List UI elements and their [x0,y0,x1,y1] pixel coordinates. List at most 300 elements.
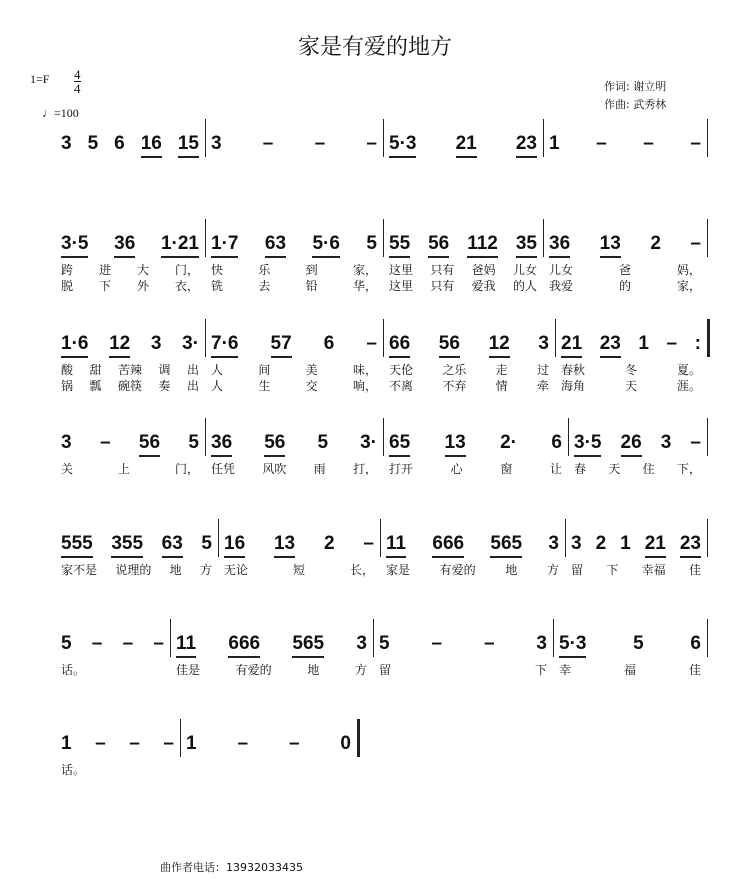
lyric-word: 心 [450,462,463,476]
lyric-word: 妈， [676,263,701,277]
measure [180,733,357,803]
lyric-line [205,460,383,477]
score-row [0,633,750,713]
measure [568,432,707,502]
lyric-word: 海角 [561,379,586,393]
measure [543,133,707,203]
lyric-word: 家， [676,279,701,293]
lyric-word: 有爱的 [439,563,476,577]
lyric-word: 生 [258,379,271,393]
composer: 作曲: 武秀林 [604,98,667,111]
measure [383,432,568,502]
lyric-word: 留 [571,563,584,577]
lyric-word: 天 [624,379,637,393]
song-title: 家是有爱的地方 [297,35,452,60]
note-group: – [122,633,134,654]
note-group: 11 [386,533,406,558]
note-group: – [666,333,678,354]
lyric-line [55,460,205,477]
composer-phone: 曲作者电话：13932033435 [160,861,303,874]
note-group: 5 [87,133,99,154]
measure-notes [218,533,380,558]
note-group: 3 [356,633,367,654]
lyric-line [55,661,170,678]
lyric-word: 之乐 [442,363,467,377]
note-group: – [237,733,249,754]
measure [170,633,373,703]
score-row [0,333,750,413]
note-group: 0 [340,733,351,754]
measure-notes [383,233,543,258]
note-group: 23 [680,533,701,558]
note-group: 3 [61,133,72,154]
lyric-word: 佳 [688,663,701,677]
time-signature-top: 4 [74,67,81,82]
measure-notes [55,333,205,358]
measure [373,633,553,703]
note-group: 6 [323,333,335,354]
lyric-word: 响， [352,379,377,393]
note-group: : [694,333,701,354]
measure [55,133,205,203]
note-group: 13 [445,432,466,457]
lyric-word: 涯。 [676,379,701,393]
lyric-line [373,661,553,678]
bar-line [707,418,708,456]
note-group: 16 [141,133,162,158]
note-group: 1·21 [161,233,199,258]
lyric-word: 人 [211,379,224,393]
note-group: 63 [162,533,183,558]
lyric-word: 进 [98,263,111,277]
measure-notes [205,333,383,358]
lyric-word: 的 [618,279,631,293]
lyric-word: 下， [676,462,701,476]
lyric-line [555,361,707,378]
measure [383,233,543,303]
measure-notes [180,733,357,756]
note-group: 355 [111,533,143,558]
lyric-word: 儿女 [512,263,537,277]
bar-line [707,519,708,557]
lyric-word: 爸妈 [471,263,496,277]
note-group: 21 [456,133,477,158]
measure [55,333,205,403]
lyric-word: 到 [305,263,318,277]
note-group: 3·5 [574,432,601,457]
lyric-word: 儿女 [549,263,574,277]
note-group: 6 [551,432,562,453]
lyric-word: 无论 [224,563,249,577]
lyric-line [55,761,180,778]
lyric-word: 方 [199,563,212,577]
lyric-word: 任凭 [211,462,236,476]
note-group: – [129,733,140,754]
bar-line [707,119,708,157]
lyric-word: 人 [211,363,224,377]
lyric-word: 门， [174,263,199,277]
note-group: – [95,733,106,754]
note-group: – [643,133,654,154]
lyric-word: 打开 [389,462,414,476]
lyric-word: 留 [379,663,392,677]
lyric-word: 说理的 [115,563,152,577]
note-group: 6 [690,633,701,654]
lyric-line [55,561,218,578]
lyric-line [205,361,383,378]
measure-notes [55,633,170,656]
measure [380,533,565,603]
lyric-word: 家， [352,263,377,277]
measure-notes [383,432,568,457]
note-group: 13 [600,233,621,258]
measure-notes [205,233,383,258]
lyric-word: 下 [534,663,547,677]
lyric-word: 情 [495,379,508,393]
measure [205,333,383,403]
measure [555,333,707,403]
lyric-word: 家是 [386,563,411,577]
lyric-word: 锅 [61,379,74,393]
lyric-line [543,261,707,278]
lyric-word: 我爱 [549,279,574,293]
note-group: 5·3 [389,133,416,158]
measure-notes [55,733,180,756]
note-group: 55 [389,233,410,258]
note-group: 36 [114,233,135,258]
lyric-word: 不弃 [442,379,467,393]
note-group: 56 [264,432,285,457]
lyric-word: 有爱的 [235,663,272,677]
note-group: 2· [500,432,517,453]
lyric-word: 雨 [313,462,326,476]
note-group: 21 [561,333,582,358]
lyric-word: 长， [349,563,374,577]
note-group: 1 [638,333,649,354]
lyric-line [383,460,568,477]
note-group: 21 [645,533,666,558]
note-group: 565 [490,533,522,558]
note-group: 12 [109,333,130,358]
tempo-marking: ♩=100 [42,106,79,120]
note-group: 1·6 [61,333,88,358]
note-group: 26 [621,432,642,457]
lyric-word: 家不是 [61,563,98,577]
measure [205,233,383,303]
measure-notes [568,432,707,457]
lyric-line [383,377,555,394]
note-group: 5 [366,233,377,254]
measure [55,233,205,303]
note-group: 2 [650,233,661,254]
score-row [0,233,750,313]
note-group: 666 [432,533,464,558]
note-group: 5 [379,633,390,654]
measure [383,333,555,403]
note-group: 3 [61,432,72,453]
measure-notes [55,533,218,558]
lyric-word: 佳是 [176,663,201,677]
measure [205,432,383,502]
lyric-word: 话。 [61,763,86,777]
note-group: 11 [176,633,196,658]
lyric-word: 美 [305,363,318,377]
lyric-word: 夏。 [676,363,701,377]
lyric-word: 春秋 [561,363,586,377]
note-group: – [690,432,701,453]
lyric-word: 出 [186,363,199,377]
lyric-word: 过 [536,363,549,377]
lyric-word: 短 [292,563,305,577]
note-group: – [262,133,274,154]
note-group: – [366,133,377,154]
lyric-word: 幸 [559,663,572,677]
note-group: 5 [201,533,212,554]
score-row [0,733,750,813]
note-group: 1 [61,733,72,754]
time-signature [74,68,81,95]
note-group: 66 [389,333,410,358]
lyric-line [55,277,205,294]
lyric-word: 话。 [61,663,86,677]
note-group: – [596,133,607,154]
note-group: 56 [439,333,460,358]
note-group: – [288,733,300,754]
note-group: – [366,333,377,354]
note-group: 3·5 [61,233,88,258]
lyricist: 作词: 谢立明 [604,80,667,93]
credits [604,78,666,114]
lyric-word: 苦辣 [117,363,142,377]
measure [565,533,707,603]
note-group: 5·3 [559,633,586,658]
key-signature: 1=F [30,72,50,86]
lyric-line [380,561,565,578]
note-group: 3 [571,533,582,554]
bar-line [357,719,360,757]
time-signature-bottom: 4 [74,81,81,96]
lyric-word: 碗筷 [117,379,142,393]
note-group: 2 [595,533,607,554]
lyric-line [565,561,707,578]
note-group: 112 [467,233,498,258]
measure-notes [543,133,707,156]
note-group: – [690,133,701,154]
note-group: – [99,432,111,453]
lyric-word: 天 [608,462,621,476]
lyric-line [55,261,205,278]
lyric-word: 交 [305,379,318,393]
lyric-line [205,261,383,278]
bar-line [707,319,710,357]
note-group: 65 [389,432,410,457]
lyric-word: 地 [505,563,518,577]
note-group: 5 [317,432,329,453]
lyric-word: 调 [158,363,171,377]
note-group: 3 [548,533,559,554]
note-group: 23 [600,333,621,358]
lyric-line [170,661,373,678]
lyric-word: 间 [258,363,271,377]
lyric-word: 不离 [389,379,414,393]
lyric-word: 幸福 [641,563,666,577]
note-group: 7·6 [211,333,238,358]
lyric-line [383,261,543,278]
lyric-word: 风吹 [262,462,287,476]
score-row [0,533,750,613]
lyric-word: 这里 [389,263,414,277]
measure-notes [205,133,383,156]
lyric-line [55,361,205,378]
measure-notes [55,432,205,457]
note-group: 36 [211,432,232,457]
lyric-word: 下 [606,563,619,577]
note-group: – [153,633,164,654]
lyric-word: 酸 [61,363,74,377]
note-group: 3 [660,432,672,453]
lyric-word: 打， [352,462,377,476]
note-group: 565 [292,633,324,658]
note-group: 1 [549,133,560,154]
measure-notes [55,233,205,258]
measure [218,533,380,603]
measure-notes [383,133,543,158]
lyric-line [555,377,707,394]
lyric-line [568,460,707,477]
lyric-line [383,277,543,294]
note-group: 12 [489,333,510,358]
note-group: 35 [516,233,537,258]
note-group: 3 [211,133,222,154]
note-group: 555 [61,533,93,558]
note-group: – [91,633,103,654]
note-group: 5·6 [312,233,339,258]
note-group: 3 [536,633,547,654]
lyric-word: 下 [98,279,111,293]
lyric-word: 方 [354,663,367,677]
lyric-line [55,377,205,394]
note-group: 1 [186,733,197,754]
note-group: 3 [538,333,549,354]
measure-notes [380,533,565,558]
note-group: 13 [274,533,295,558]
lyric-word: 衣， [174,279,199,293]
measure [55,733,180,803]
measure-notes [383,333,555,358]
note-group: 1 [620,533,631,554]
measure [55,633,170,703]
note-group: 2 [323,533,335,554]
note-group: 6 [114,133,125,154]
note-group: 3· [182,333,199,354]
note-group: – [363,533,374,554]
lyric-word: 方 [546,563,559,577]
lyric-word: 住 [642,462,655,476]
lyric-word: 地 [307,663,320,677]
note-group: 63 [265,233,286,258]
note-group: 666 [228,633,260,658]
lyric-word: 窗 [500,462,513,476]
note-group: 3· [360,432,377,453]
measure-notes [205,432,383,457]
bar-line [707,619,708,657]
lyric-line [383,361,555,378]
lyric-word: 的人 [512,279,537,293]
lyric-word: 跨 [61,263,74,277]
measure [543,233,707,303]
measure-notes [553,633,707,658]
lyric-word: 关 [61,462,74,476]
lyric-word: 乐 [258,263,271,277]
note-group: – [431,633,443,654]
score-row [0,432,750,512]
lyric-line [205,277,383,294]
note-group: 16 [224,533,245,558]
lyric-word: 出 [186,379,199,393]
lyric-word: 走 [495,363,508,377]
note-group: – [163,733,174,754]
lyric-word: 这里 [389,279,414,293]
measure [553,633,707,703]
lyric-word: 佳 [688,563,701,577]
lyric-word: 脱 [61,279,74,293]
measure-notes [170,633,373,658]
measure-notes [543,233,707,258]
lyric-word: 华， [352,279,377,293]
lyric-line [218,561,380,578]
measure [55,432,205,502]
measure [55,533,218,603]
lyric-word: 上 [117,462,130,476]
lyric-word: 外 [136,279,149,293]
lyric-word: 牵 [536,379,549,393]
lyric-word: 味， [352,363,377,377]
note-group: 57 [271,333,292,358]
lyric-word: 去 [258,279,271,293]
lyric-word: 只有 [430,263,455,277]
lyric-word: 快 [211,263,224,277]
measure-notes [55,133,205,158]
lyric-word: 爱我 [471,279,496,293]
lyric-word: 铅 [305,279,318,293]
note-group: 3 [150,333,162,354]
note-group: 15 [178,133,199,158]
lyric-word: 门， [174,462,199,476]
lyric-word: 爸 [618,263,631,277]
measure-notes [565,533,707,558]
measure [205,133,383,203]
lyric-line [205,377,383,394]
note-group: 5 [188,432,199,453]
note-group: 1·7 [211,233,238,258]
lyric-word: 铣 [211,279,224,293]
note-group: 36 [549,233,570,258]
note-group: – [483,633,495,654]
lyric-word: 大 [136,263,149,277]
lyric-word: 福 [623,663,636,677]
measure-notes [555,333,707,358]
note-group: – [690,233,701,254]
lyric-word: 奏 [158,379,171,393]
lyric-word: 天伦 [389,363,414,377]
measure-notes [373,633,553,656]
lyric-word: 甜 [89,363,102,377]
lyric-word: 瓢 [89,379,102,393]
lyric-word: 只有 [430,279,455,293]
bar-line [707,219,708,257]
lyric-word: 冬 [624,363,637,377]
note-group: 56 [428,233,449,258]
